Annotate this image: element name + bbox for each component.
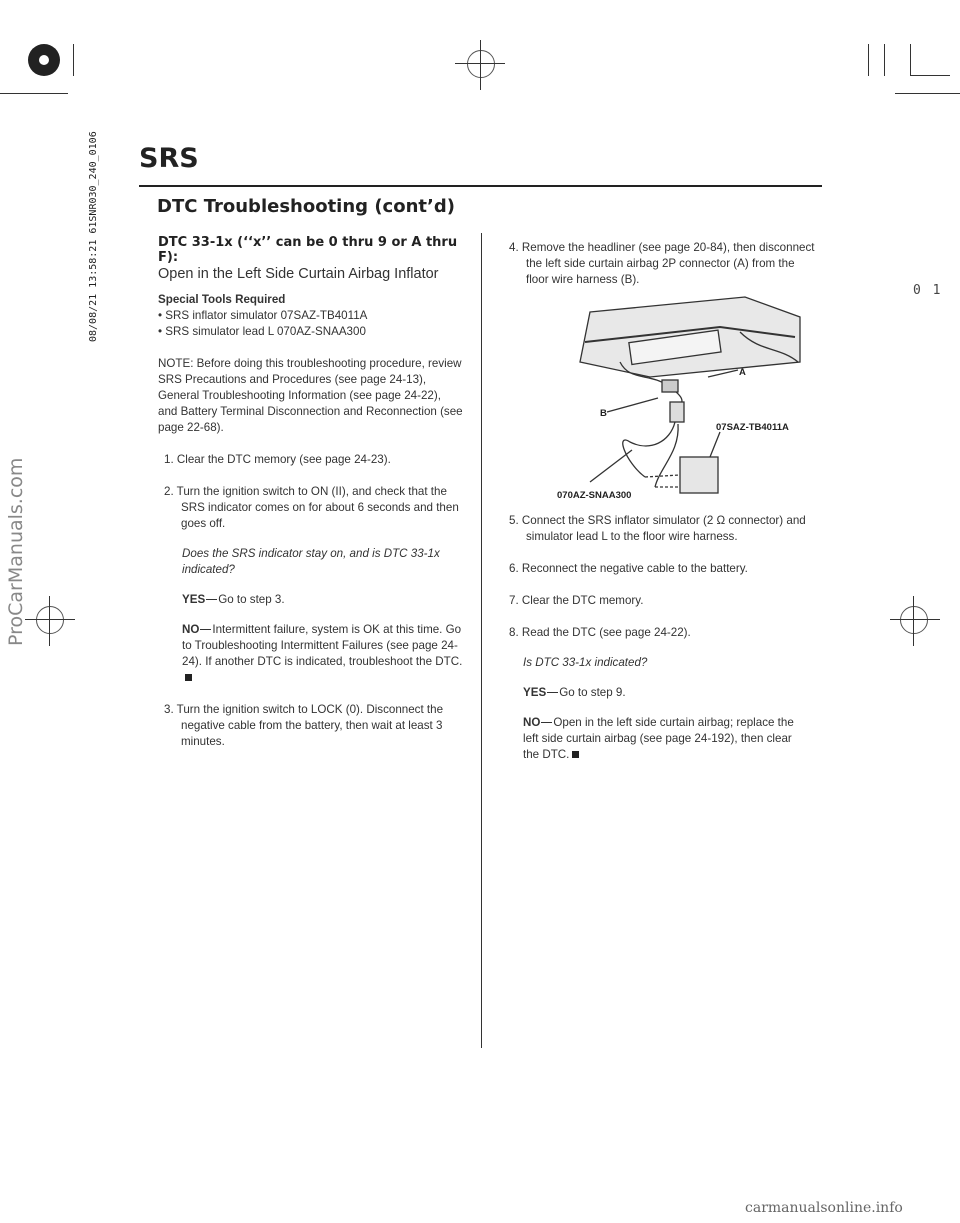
registration-mark-top-left-inner	[39, 55, 49, 65]
step-2-no	[182, 622, 472, 686]
crop-line	[910, 44, 911, 76]
page-mark: 0 1	[913, 283, 943, 298]
connector-b	[670, 402, 684, 422]
page-title: DTC Troubleshooting (cont’d)	[157, 196, 455, 217]
target-mark-left	[36, 606, 64, 634]
figure-label-tool2: 070AZ-SNAA300	[557, 490, 632, 501]
left-column	[158, 235, 470, 750]
right-column-lower	[509, 513, 809, 763]
yes-label: YES	[523, 686, 547, 699]
end-square-icon	[572, 751, 579, 758]
end-square-icon	[185, 674, 192, 681]
dtc-description: Open in the Left Side Curtain Airbag Inflator	[158, 266, 439, 282]
yes-label: YES	[182, 593, 206, 606]
step-8-yes	[523, 685, 809, 701]
no-text: Intermittent failure, system is OK at this time. Go to Troubleshooting Intermittent Failures (see page 24-24). If another DTC is indicated, troubleshoot the DTC.	[182, 623, 463, 668]
special-tools-heading: Special Tools Required	[158, 293, 286, 306]
header-rule	[139, 185, 822, 187]
step-4: 4. Remove the headliner (see page 20-84), then disconnect the left side curtain airbag 2P connector (A) from the floor wire harness (B).	[509, 241, 815, 286]
target-mark-right	[900, 606, 928, 634]
dash-icon	[541, 722, 552, 723]
column-divider	[481, 233, 482, 1048]
target-mark-top	[467, 50, 495, 78]
connector-figure	[560, 292, 810, 510]
side-watermark: ProCarManuals.com	[5, 457, 27, 646]
dash-icon	[547, 692, 558, 693]
step-7: 7. Clear the DTC memory.	[509, 594, 644, 607]
simulator-lead	[655, 424, 678, 487]
step-8-no	[523, 715, 808, 763]
yes-text: Go to step 3.	[218, 593, 285, 606]
no-label: NO	[182, 623, 200, 636]
note-text: NOTE: Before doing this troubleshooting procedure, review SRS Precautions and Procedures (see page 24-13), General Troubleshooting Information (see page 24-22), and Battery Terminal Disconnection and Reconnection (see page 22-68).	[158, 357, 463, 434]
crop-line	[890, 619, 940, 620]
dash-icon	[200, 629, 211, 630]
crop-line	[25, 619, 75, 620]
step-3: 3. Turn the ignition switch to LOCK (0). Disconnect the negative cable from the battery, then wait at least 3 minutes.	[164, 703, 444, 748]
no-label: NO	[523, 716, 541, 729]
step-2-question: Does the SRS indicator stay on, and is DTC 33-1x indicated?	[182, 547, 440, 576]
right-column	[509, 240, 815, 288]
crop-line	[0, 93, 68, 94]
connector-a	[662, 380, 678, 392]
step-1: 1. Clear the DTC memory (see page 24-23).	[164, 453, 391, 466]
crop-line	[868, 44, 869, 76]
dtc-code: DTC 33-1x (‘‘x’’ can be 0 thru 9 or A thru F):	[158, 235, 458, 265]
inflator-simulator	[680, 457, 718, 493]
print-stamp: 08/08/21 13:58:21 61SNR030_240_0106	[88, 131, 99, 342]
special-tool-item: • SRS simulator lead L 070AZ-SNAA300	[158, 325, 366, 338]
step-2: 2. Turn the ignition switch to ON (II), and check that the SRS indicator comes on for about 6 seconds and then goes off.	[164, 485, 459, 530]
simulator-lead	[623, 422, 675, 477]
step-5: 5. Connect the SRS inflator simulator (2 Ω connector) and simulator lead L to the floor wire harness.	[509, 514, 806, 543]
step-8-question: Is DTC 33-1x indicated?	[523, 656, 648, 669]
crop-line	[884, 44, 885, 76]
no-text: Open in the left side curtain airbag; replace the left side curtain airbag (see page 24-192), then clear the DTC.	[523, 716, 794, 761]
footer-watermark: carmanualsonline.info	[745, 1200, 903, 1216]
yes-text: Go to step 9.	[559, 686, 626, 699]
figure-label-a: A	[739, 367, 746, 378]
crop-line	[913, 596, 914, 646]
special-tool-item: • SRS inflator simulator 07SAZ-TB4011A	[158, 309, 368, 322]
dash-icon	[206, 599, 217, 600]
step-2-yes	[182, 592, 470, 608]
figure-label-tool1: 07SAZ-TB4011A	[716, 422, 789, 433]
crop-line	[480, 40, 481, 90]
step-8: 8. Read the DTC (see page 24-22).	[509, 626, 691, 639]
crop-line	[455, 63, 505, 64]
step-6: 6. Reconnect the negative cable to the battery.	[509, 562, 748, 575]
figure-label-b: B	[600, 408, 607, 419]
crop-line	[73, 44, 74, 76]
crop-line	[49, 596, 50, 646]
crop-line	[895, 93, 960, 94]
crop-line	[910, 75, 950, 76]
section-title: SRS	[139, 143, 199, 174]
